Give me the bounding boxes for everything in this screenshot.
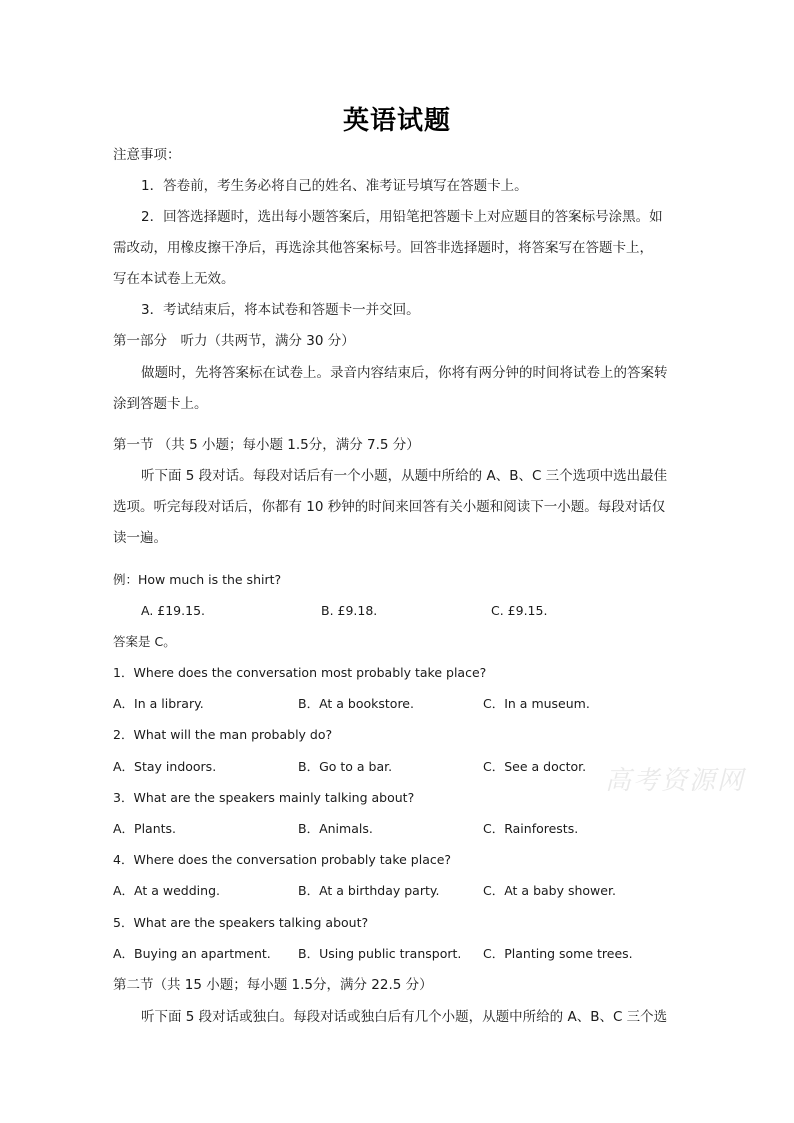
example-answer: 答案是 C。 <box>113 634 176 649</box>
question-3: 3．What are the speakers mainly talking about? <box>113 790 415 805</box>
question-1: 1．Where does the conversation most probably take place? <box>113 665 487 680</box>
example-option-a: A. £19.15. <box>141 603 205 618</box>
question-5-option-b: B．Using public transport. <box>298 946 462 961</box>
question-4-option-b: B．At a birthday party. <box>298 883 440 898</box>
notice-item-2-line-1: 2．回答选择题时，选出每小题答案后，用铅笔把答题卡上对应题目的答案标号涂黑。如 <box>141 209 663 225</box>
notice-heading: 注意事项： <box>113 147 181 163</box>
question-2-option-a: A．Stay indoors. <box>113 759 217 774</box>
question-2: 2．What will the man probably do? <box>113 727 333 742</box>
question-5-option-c: C．Planting some trees. <box>483 946 633 961</box>
example-option-c: C. £9.15. <box>491 603 548 618</box>
notice-item-1: 1．答卷前，考生务必将自己的姓名、准考证号填写在答题卡上。 <box>141 178 528 194</box>
part1-intro-line-2: 涂到答题卡上。 <box>113 396 208 412</box>
page-title: 英语试题 <box>342 106 451 136</box>
question-2-option-c: C．See a doctor. <box>483 759 587 774</box>
part1-intro-line-1: 做题时，先将答案标在试卷上。录音内容结束后，你将有两分钟的时间将试卷上的答案转 <box>141 365 668 381</box>
question-1-option-a: A．In a library. <box>113 696 204 711</box>
section1-intro-line-2: 选项。听完每段对话后，你都有 10 秒钟的时间来回答有关小题和阅读下一小题。每段对话仅 <box>113 499 666 515</box>
question-3-option-a: A．Plants. <box>113 821 177 836</box>
notice-item-2-line-2: 需改动，用橡皮擦干净后，再选涂其他答案标号。回答非选择题时，将答案写在答题卡上， <box>113 240 653 256</box>
question-4: 4．Where does the conversation probably take place? <box>113 852 452 867</box>
notice-item-2-line-3: 写在本试卷上无效。 <box>113 271 235 287</box>
question-3-option-c: C．Rainforests. <box>483 821 579 836</box>
question-5: 5．What are the speakers talking about? <box>113 915 369 930</box>
section1-heading: 第一节 （共 5 小题；每小题 1.5分，满分 7.5 分） <box>113 437 420 453</box>
notice-item-3: 3．考试结束后，将本试卷和答题卡一并交回。 <box>141 302 420 318</box>
watermark: 高考资源网 <box>605 766 746 796</box>
question-1-option-b: B．At a bookstore. <box>298 696 414 711</box>
question-3-option-b: B．Animals. <box>298 821 373 836</box>
section2-heading: 第二节（共 15 小题；每小题 1.5分，满分 22.5 分） <box>113 977 433 993</box>
question-5-option-a: A．Buying an apartment. <box>113 946 271 961</box>
part1-heading: 第一部分 听力（共两节，满分 30 分） <box>113 333 355 349</box>
question-4-option-a: A．At a wedding. <box>113 883 220 898</box>
section2-intro-line-1: 听下面 5 段对话或独白。每段对话或独白后有几个小题，从题中所给的 A、B、C 三个选 <box>141 1009 668 1025</box>
section1-intro-line-1: 听下面 5 段对话。每段对话后有一个小题，从题中所给的 A、B、C 三个选项中选出最佳 <box>141 468 668 484</box>
question-2-option-b: B．Go to a bar. <box>298 759 393 774</box>
example-option-b: B. £9.18. <box>321 603 378 618</box>
question-1-option-c: C．In a museum. <box>483 696 590 711</box>
section1-intro-line-3: 读一遍。 <box>113 530 167 546</box>
example-question: 例：How much is the shirt? <box>113 572 282 587</box>
question-4-option-c: C．At a baby shower. <box>483 883 616 898</box>
